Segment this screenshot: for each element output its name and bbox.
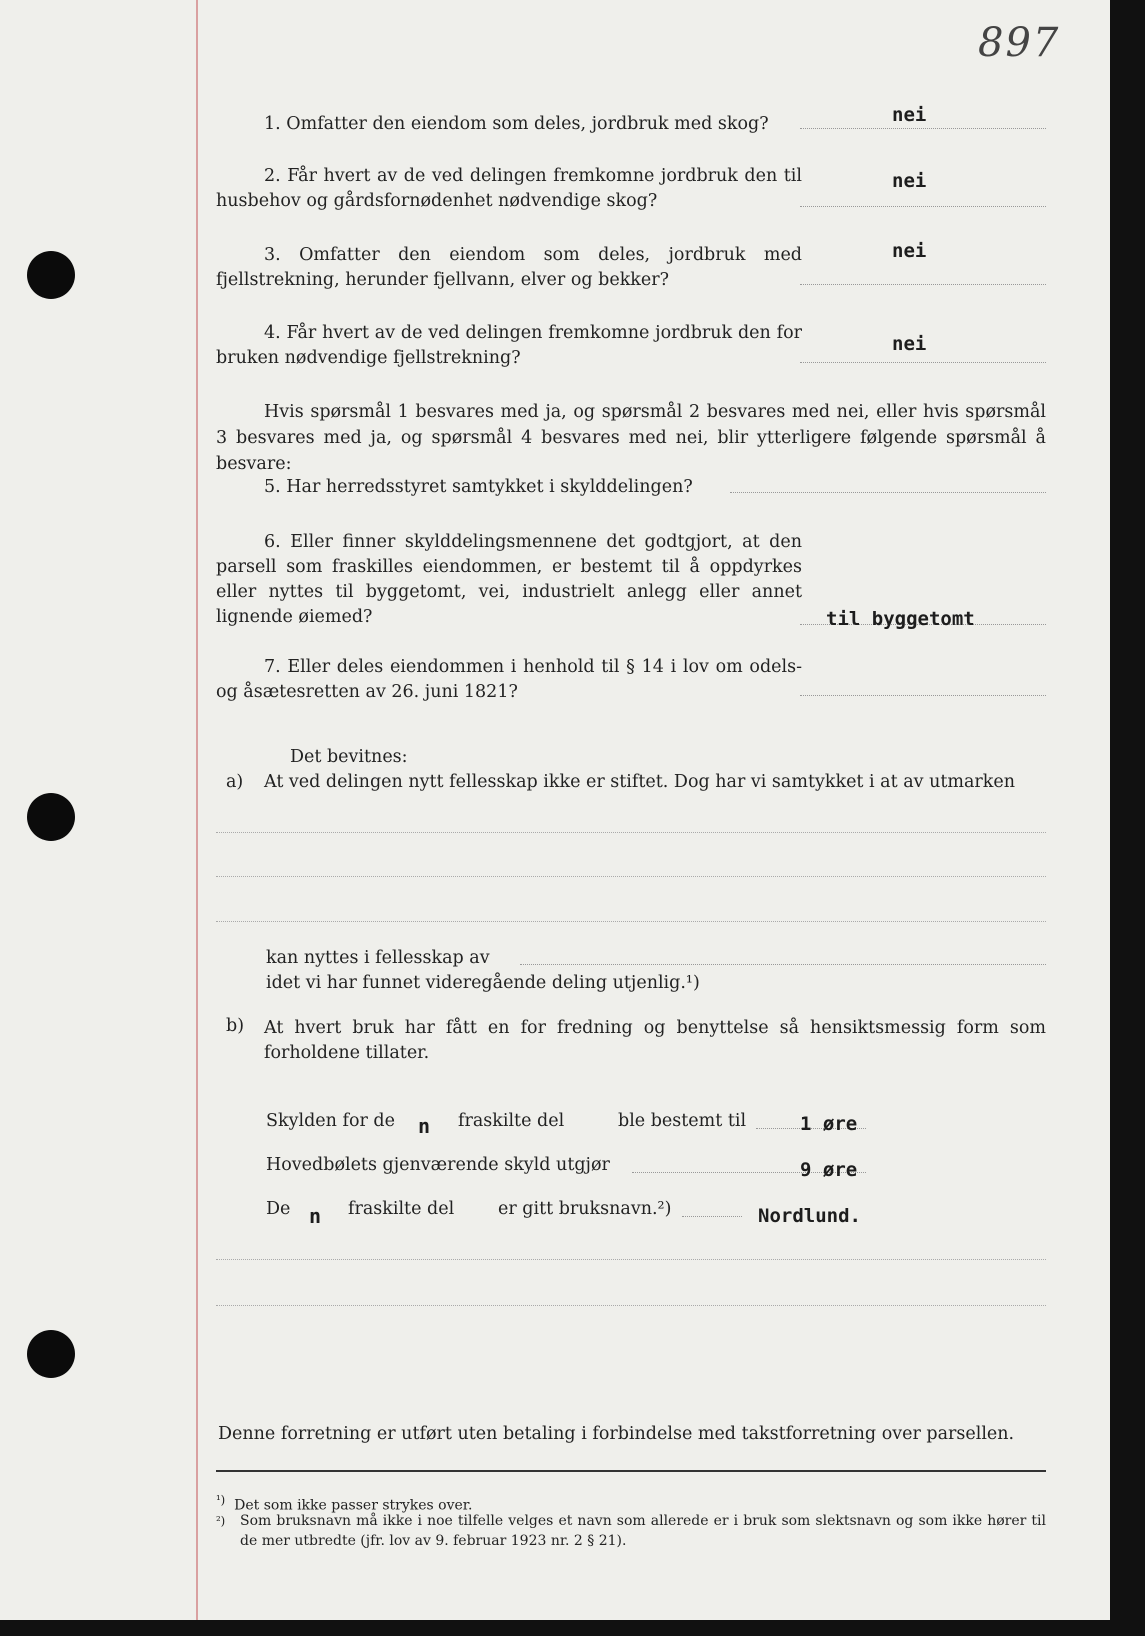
answer-line xyxy=(800,695,1046,696)
blank-line xyxy=(216,921,1046,922)
answer-1: nei xyxy=(892,104,927,126)
answer-line xyxy=(800,284,1046,285)
item-b-label: b) xyxy=(226,1016,245,1036)
bruksnavn-n: n xyxy=(309,1204,322,1228)
question-4: 4. Får hvert av de ved delingen fremkomne jordbruk den for bruken nødvendige fjellstrekning? xyxy=(216,323,802,368)
answer-3: nei xyxy=(892,240,927,262)
question-5: 5. Har herredsstyret samtykket i skylddelingen? xyxy=(264,477,693,497)
hovedbol-value: 9 øre xyxy=(800,1159,858,1181)
answer-4: nei xyxy=(892,333,927,355)
skyld-value: 1 øre xyxy=(800,1113,858,1135)
answer-line xyxy=(800,128,1046,129)
footnote-2: ²) Som bruksnavn må ikke i noe tilfelle velges et navn som allerede er i bruk som slektsnavn og som ikke hører til de mer utbredte (jfr. lov av 9. februar 1923 nr. 2 § 21). xyxy=(216,1513,1046,1549)
blank-line xyxy=(216,832,1046,833)
blank-line xyxy=(216,1305,1046,1306)
punch-hole xyxy=(27,251,75,299)
bruksnavn-value: Nordlund. xyxy=(758,1205,861,1227)
question-6: 6. Eller finner skylddelingsmennene det godtgjort, at den parsell som fraskilles eiendommen, er bestemt til å oppdyrkes eller nyttes til byggetomt, vei, industrielt anlegg eller annet lignende øiemed? xyxy=(216,532,802,627)
footnote-rule xyxy=(216,1470,1046,1472)
question-1: 1. Omfatter den eiendom som deles, jordbruk med skog? xyxy=(264,114,769,134)
fellesskap-text: kan nyttes i fellesskap av xyxy=(266,948,490,968)
skyld-label-c: ble bestemt til xyxy=(618,1111,747,1131)
instruction-paragraph: Hvis spørsmål 1 besvares med ja, og spørsmål 2 besvares med nei, eller hvis spørsmål 3 besvares med ja, og spørsmål 4 besvares med nei, blir ytterligere følgende spørsmål å besvare: xyxy=(216,402,1046,474)
closing-statement: Denne forretning er utført uten betaling i forbindelse med takstforretning over parsellen. xyxy=(218,1424,1015,1444)
question-7: 7. Eller deles eiendommen i henhold til § 14 i lov om odels- og åsætesretten av 26. juni 1821? xyxy=(216,657,802,702)
hovedbol-label: Hovedbølets gjenværende skyld utgjør xyxy=(266,1155,610,1175)
skyld-label-b: fraskilte del xyxy=(458,1111,565,1131)
bruksnavn-label-c: er gitt bruksnavn.²) xyxy=(498,1199,672,1219)
skyld-n: n xyxy=(418,1114,431,1138)
answer-2: nei xyxy=(892,170,927,192)
bruksnavn-label-a: De xyxy=(266,1199,291,1219)
answer-line xyxy=(730,492,1046,493)
footnote-1: $^{^1)}$ Det som ikke passer strykes over. xyxy=(216,1493,473,1514)
answer-line xyxy=(800,206,1046,207)
answer-6: til byggetomt xyxy=(826,608,975,630)
item-a-label: a) xyxy=(226,772,244,792)
item-b-text: At hvert bruk har fått en for fredning og benyttelse så hensiktsmessig form som forholdene tillater. xyxy=(264,1018,1046,1063)
blank-line xyxy=(216,1259,1046,1260)
punch-hole xyxy=(27,793,75,841)
bruksnavn-label-b: fraskilte del xyxy=(348,1199,455,1219)
answer-line xyxy=(682,1216,742,1217)
attestation-heading: Det bevitnes: xyxy=(290,747,408,767)
margin-line xyxy=(196,0,198,1620)
skyld-label-a: Skylden for de xyxy=(266,1111,395,1131)
page-number: 897 xyxy=(978,20,1061,66)
answer-line xyxy=(800,362,1046,363)
question-3: 3. Omfatter den eiendom som deles, jordbruk med fjellstrekning, herunder fjellvann, elver og bekker? xyxy=(216,245,802,290)
punch-hole xyxy=(27,1330,75,1378)
question-2: 2. Får hvert av de ved delingen fremkomne jordbruk den til husbehov og gårdsfornødenhet nødvendige skog? xyxy=(216,166,802,211)
answer-line xyxy=(520,964,1046,965)
item-a-text: At ved delingen nytt fellesskap ikke er stiftet. Dog har vi samtykket i at av utmarken xyxy=(264,772,1016,792)
blank-line xyxy=(216,876,1046,877)
deling-text: idet vi har funnet videregående deling utjenlig.¹) xyxy=(266,973,700,993)
